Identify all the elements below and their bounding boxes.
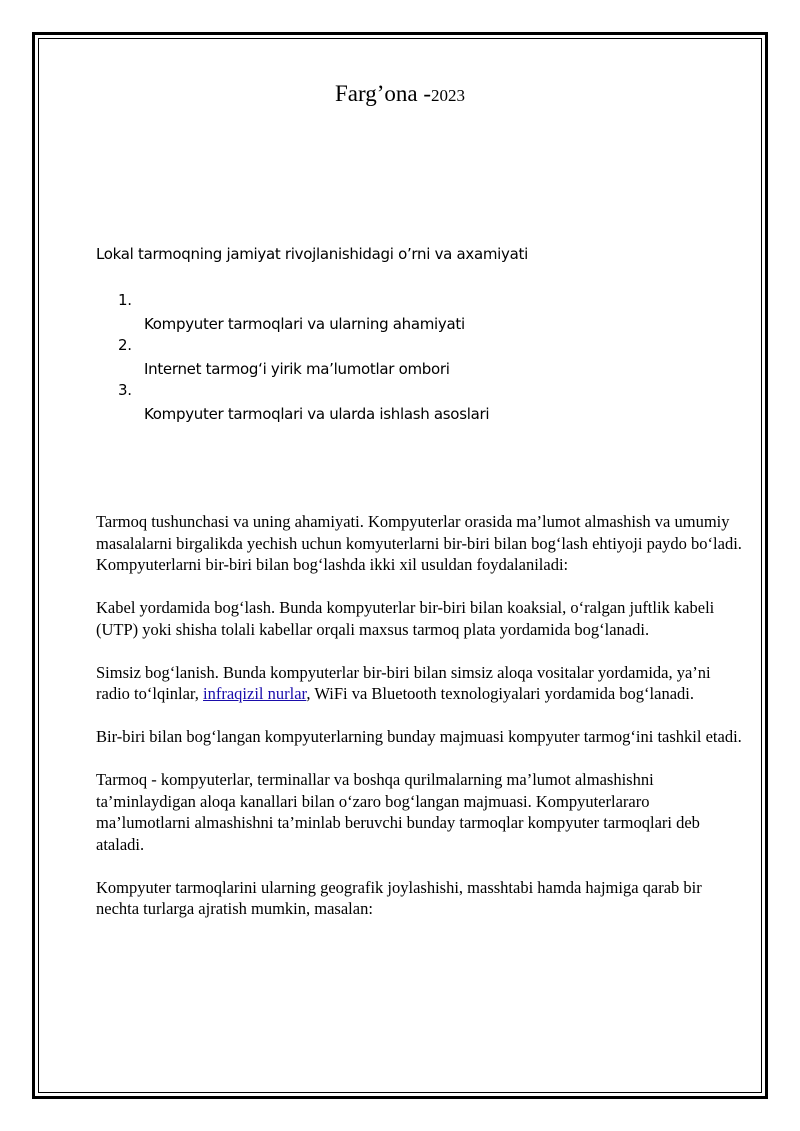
paragraph-wireless-connection: [96, 662, 746, 705]
list-item-text: Kompyuter tarmoqlari va ularda ishlash asoslari: [144, 405, 490, 423]
list-item-number: 3.: [118, 381, 132, 399]
plan-list: [96, 290, 696, 425]
body-text: [96, 511, 746, 941]
page-title: [0, 80, 800, 110]
title-place: Farg’ona -: [334, 81, 432, 106]
paragraph-network-concept: Tarmoq tushunchasi va uning ahamiyati. Kompyuterlar orasida ma’lumot almashish va umumiy masalalarni birgalikda yechish uchun komyuterlarni bir-biri bilan bog‘lash ehtiyoji paydo bo‘ladi. Kompyuterlarni bir-biri bilan bog‘lashda ikki xil usuldan foydalaniladi:: [96, 512, 742, 574]
paragraph-cable-connection: Kabel yordamida bog‘lash. Bunda kompyuterlar bir-biri bilan koaksial, o‘ralgan juftlik kabeli (UTP) yoki shisha tolali kabellar orqali maxsus tarmoq plata yordamida bog‘lanadi.: [96, 598, 715, 639]
paragraph-network-definition: Tarmoq - kompyuterlar, terminallar va boshqa qurilmalarning ma’lumot almashishni ta’minlaydigan aloqa kanallari bilan o‘zaro bog‘langan majmuasi. Kompyuterlararo ma’lumotlarni almashishni ta’minlab beruvchi bunday tarmoqlar kompyuter tarmoqlari deb ataladi.: [96, 770, 700, 854]
list-item: [96, 335, 696, 380]
list-item-text: Kompyuter tarmoqlari va ularning ahamiyati: [144, 315, 465, 333]
paragraph-text: , WiFi va Bluetooth texnologiyalari yordamida bog‘lanadi.: [306, 684, 694, 703]
list-item: [96, 380, 696, 425]
list-item: [96, 290, 696, 335]
list-item-number: 2.: [118, 336, 132, 354]
list-item-number: 1.: [118, 291, 132, 309]
infrared-link[interactable]: infraqizil nurlar: [203, 684, 307, 703]
title-year: 2023: [431, 86, 466, 105]
topic-heading: Lokal tarmoqning jamiyat rivojlanishidagi o’rni va axamiyati: [96, 245, 528, 263]
paragraph-text: Simsiz bog‘lanish. Bunda kompyuterlar bir-biri bilan simsiz aloqa vositalar yordamida, ya’ni radio to‘lqinlar,: [96, 662, 711, 703]
paragraph-network-types: Kompyuter tarmoqlarini ularning geografik joylashishi, masshtabi hamda hajmiga qarab bir nechta turlarga ajratish mumkin, masalan:: [96, 877, 702, 918]
list-item-text: Internet tarmogʻi yirik maʼlumotlar ombori: [144, 360, 450, 378]
paragraph-network-complex: Bir-biri bilan bog‘langan kompyuterlarning bunday majmuasi kompyuter tarmog‘ini tashkil etadi.: [96, 727, 742, 746]
